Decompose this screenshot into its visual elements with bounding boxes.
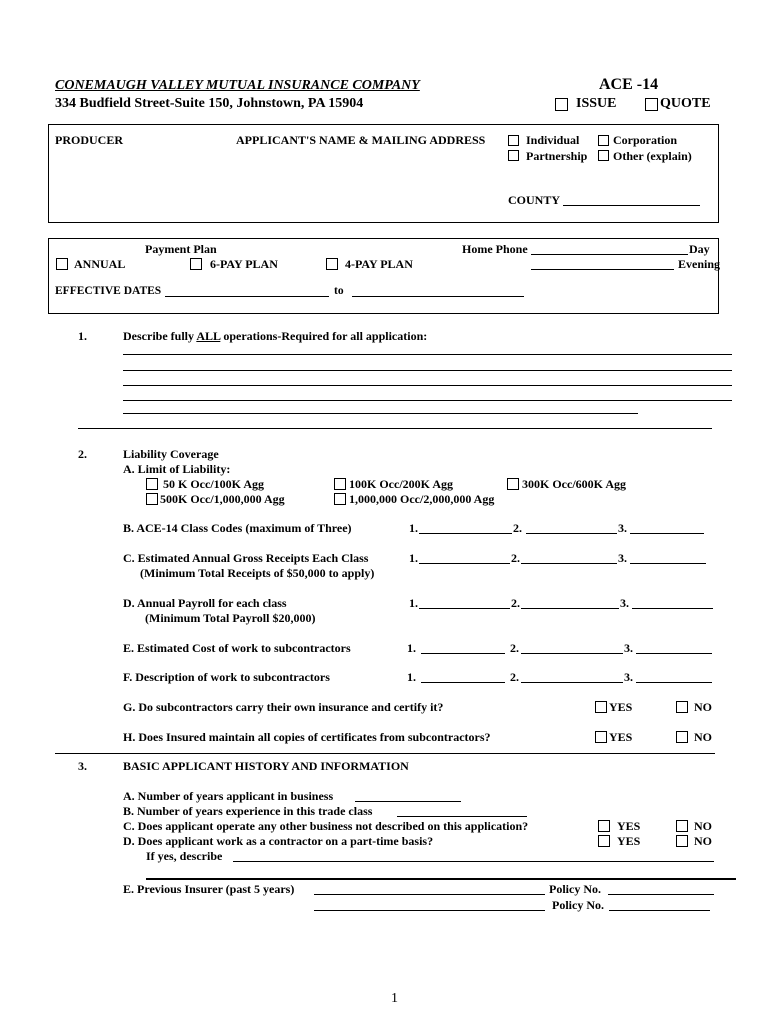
b-n3: 3. xyxy=(618,521,627,535)
subcontract-cost-label: E. Estimated Cost of work to subcontractors xyxy=(123,641,351,655)
c-n2: 2. xyxy=(511,551,520,565)
effective-to-field[interactable] xyxy=(352,296,524,297)
d-no-label: NO xyxy=(694,834,712,848)
receipts-2-field[interactable] xyxy=(521,563,617,564)
section3-number: 3. xyxy=(78,759,87,773)
years-experience-field[interactable] xyxy=(397,816,527,817)
f-n3: 3. xyxy=(624,670,633,684)
partnership-label: Partnership xyxy=(526,149,588,163)
annual-label: ANNUAL xyxy=(74,257,126,271)
f-n1: 1. xyxy=(407,670,416,684)
describe-label: If yes, describe xyxy=(146,849,223,863)
class-codes-label: B. ACE-14 Class Codes (maximum of Three) xyxy=(123,521,352,535)
e-n3: 3. xyxy=(624,641,633,655)
operations-line-4[interactable] xyxy=(123,400,732,401)
four-pay-label: 4-PAY PLAN xyxy=(345,257,413,271)
limit-50k-checkbox[interactable] xyxy=(146,478,158,490)
issue-label: ISSUE xyxy=(576,96,617,111)
limit-label: A. Limit of Liability: xyxy=(123,462,231,476)
effective-dates-label: EFFECTIVE DATES xyxy=(55,285,162,297)
day-label: Day xyxy=(689,242,710,256)
h-no-checkbox[interactable] xyxy=(676,731,688,743)
payment-plan-label: Payment Plan xyxy=(145,242,217,256)
limit-1m-label: 1,000,000 Occ/2,000,000 Agg xyxy=(349,492,495,506)
page-number: 1 xyxy=(391,991,398,1006)
g-yes-checkbox[interactable] xyxy=(595,701,607,713)
years-in-business-field[interactable] xyxy=(355,801,461,802)
g-no-label: NO xyxy=(694,700,712,714)
receipts-3-field[interactable] xyxy=(630,563,706,564)
h-yes-label: YES xyxy=(609,730,633,744)
section1-divider xyxy=(78,428,712,429)
limit-500k-checkbox[interactable] xyxy=(146,493,158,505)
other-checkbox[interactable] xyxy=(598,150,609,161)
operations-line-3[interactable] xyxy=(123,385,732,386)
section2-number: 2. xyxy=(78,447,87,461)
subcontract-desc-label: F. Description of work to subcontractors xyxy=(123,670,330,684)
previous-insurer-2-field[interactable] xyxy=(314,910,545,911)
d-n1: 1. xyxy=(409,596,418,610)
corporation-label: Corporation xyxy=(613,133,677,147)
class-code-1-field[interactable] xyxy=(419,533,512,534)
c-no-checkbox[interactable] xyxy=(676,820,688,832)
section3-title: BASIC APPLICANT HISTORY AND INFORMATION xyxy=(123,759,409,773)
receipts-1-field[interactable] xyxy=(419,563,510,564)
subcost-3-field[interactable] xyxy=(636,653,712,654)
class-code-2-field[interactable] xyxy=(526,533,617,534)
subcontract-insurance-question: G. Do subcontractors carry their own insurance and certify it? xyxy=(123,700,444,714)
d-no-checkbox[interactable] xyxy=(676,835,688,847)
e-n1: 1. xyxy=(407,641,416,655)
partnership-checkbox[interactable] xyxy=(508,150,519,161)
d-yes-label: YES xyxy=(617,834,641,848)
limit-500k-label: 500K Occ/1,000,000 Agg xyxy=(160,492,285,506)
g-no-checkbox[interactable] xyxy=(676,701,688,713)
g-yes-label: YES xyxy=(609,700,633,714)
payroll-3-field[interactable] xyxy=(632,608,713,609)
subcost-1-field[interactable] xyxy=(421,653,505,654)
policy-no-2-label: Policy No. xyxy=(552,898,604,912)
payroll-2-field[interactable] xyxy=(521,608,619,609)
years-in-business-label: A. Number of years applicant in business xyxy=(123,789,334,803)
limit-100k-checkbox[interactable] xyxy=(334,478,346,490)
h-yes-checkbox[interactable] xyxy=(595,731,607,743)
evening-phone-field[interactable] xyxy=(531,269,674,270)
quote-checkbox[interactable] xyxy=(645,98,658,111)
c-yes-checkbox[interactable] xyxy=(598,820,610,832)
operations-line-5[interactable] xyxy=(123,413,638,414)
evening-label: Evening xyxy=(678,257,721,271)
effective-to-label: to xyxy=(334,285,344,297)
class-code-3-field[interactable] xyxy=(630,533,704,534)
company-address: 334 Budfield Street-Suite 150, Johnstown, PA 15904 xyxy=(55,96,364,111)
effective-from-field[interactable] xyxy=(165,296,329,297)
years-experience-label: B. Number of years experience in this trade class xyxy=(123,804,373,818)
previous-insurer-label: E. Previous Insurer (past 5 years) xyxy=(123,882,295,896)
d-yes-checkbox[interactable] xyxy=(598,835,610,847)
other-label: Other (explain) xyxy=(613,149,692,163)
limit-100k-label: 100K Occ/200K Agg xyxy=(349,477,453,491)
payroll-1-field[interactable] xyxy=(419,608,510,609)
applicant-label: APPLICANT'S NAME & MAILING ADDRESS xyxy=(236,133,486,147)
section2-title: Liability Coverage xyxy=(123,447,219,461)
quote-label: QUOTE xyxy=(660,96,711,111)
section1-number: 1. xyxy=(78,329,87,343)
corporation-checkbox[interactable] xyxy=(598,135,609,146)
limit-50k-label: 50 K Occ/100K Agg xyxy=(163,477,264,491)
county-field[interactable] xyxy=(563,205,700,206)
subdesc-1-field[interactable] xyxy=(421,682,505,683)
part-time-question: D. Does applicant work as a contractor on a part-time basis? xyxy=(123,834,434,848)
subdesc-2-field[interactable] xyxy=(521,682,623,683)
subdesc-3-field[interactable] xyxy=(636,682,712,683)
d-n2: 2. xyxy=(511,596,520,610)
payroll-label: D. Annual Payroll for each class xyxy=(123,596,287,610)
section3-rule xyxy=(146,878,736,880)
policy-no-1-field[interactable] xyxy=(608,894,714,895)
issue-checkbox[interactable] xyxy=(555,98,568,111)
six-pay-checkbox[interactable] xyxy=(190,258,202,270)
b-n2: 2. xyxy=(513,521,522,535)
section1-prompt: Describe fully ALL operations-Required for all application: xyxy=(123,329,428,343)
describe-field[interactable] xyxy=(233,861,714,862)
operations-line-1[interactable] xyxy=(123,354,732,355)
certificates-question: H. Does Insured maintain all copies of certificates from subcontractors? xyxy=(123,730,491,744)
e-n2: 2. xyxy=(510,641,519,655)
gross-receipts-note: (Minimum Total Receipts of $50,000 to apply) xyxy=(140,566,375,580)
six-pay-label: 6-PAY PLAN xyxy=(210,257,278,271)
home-phone-label: Home Phone xyxy=(462,242,528,256)
section2-divider xyxy=(55,753,715,754)
policy-no-1-label: Policy No. xyxy=(549,882,601,896)
annual-checkbox[interactable] xyxy=(56,258,68,270)
producer-label: PRODUCER xyxy=(55,133,123,147)
company-name: CONEMAUGH VALLEY MUTUAL INSURANCE COMPANY xyxy=(55,78,420,93)
c-n3: 3. xyxy=(618,551,627,565)
limit-300k-checkbox[interactable] xyxy=(507,478,519,490)
operations-line-2[interactable] xyxy=(123,370,732,371)
four-pay-checkbox[interactable] xyxy=(326,258,338,270)
f-n2: 2. xyxy=(510,670,519,684)
b-n1: 1. xyxy=(409,521,418,535)
c-n1: 1. xyxy=(409,551,418,565)
previous-insurer-1-field[interactable] xyxy=(314,894,545,895)
gross-receipts-label: C. Estimated Annual Gross Receipts Each Class xyxy=(123,551,369,565)
limit-1m-checkbox[interactable] xyxy=(334,493,346,505)
individual-label: Individual xyxy=(526,133,580,147)
county-label: COUNTY xyxy=(508,193,561,207)
payroll-note: (Minimum Total Payroll $20,000) xyxy=(145,611,316,625)
other-business-question: C. Does applicant operate any other business not described on this application? xyxy=(123,819,529,833)
policy-no-2-field[interactable] xyxy=(609,910,710,911)
form-id: ACE -14 xyxy=(599,76,659,93)
limit-300k-label: 300K Occ/600K Agg xyxy=(522,477,626,491)
d-n3: 3. xyxy=(620,596,629,610)
c-yes-label: YES xyxy=(617,819,641,833)
subcost-2-field[interactable] xyxy=(521,653,623,654)
h-no-label: NO xyxy=(694,730,712,744)
c-no-label: NO xyxy=(694,819,712,833)
individual-checkbox[interactable] xyxy=(508,135,519,146)
day-phone-field[interactable] xyxy=(531,254,688,255)
